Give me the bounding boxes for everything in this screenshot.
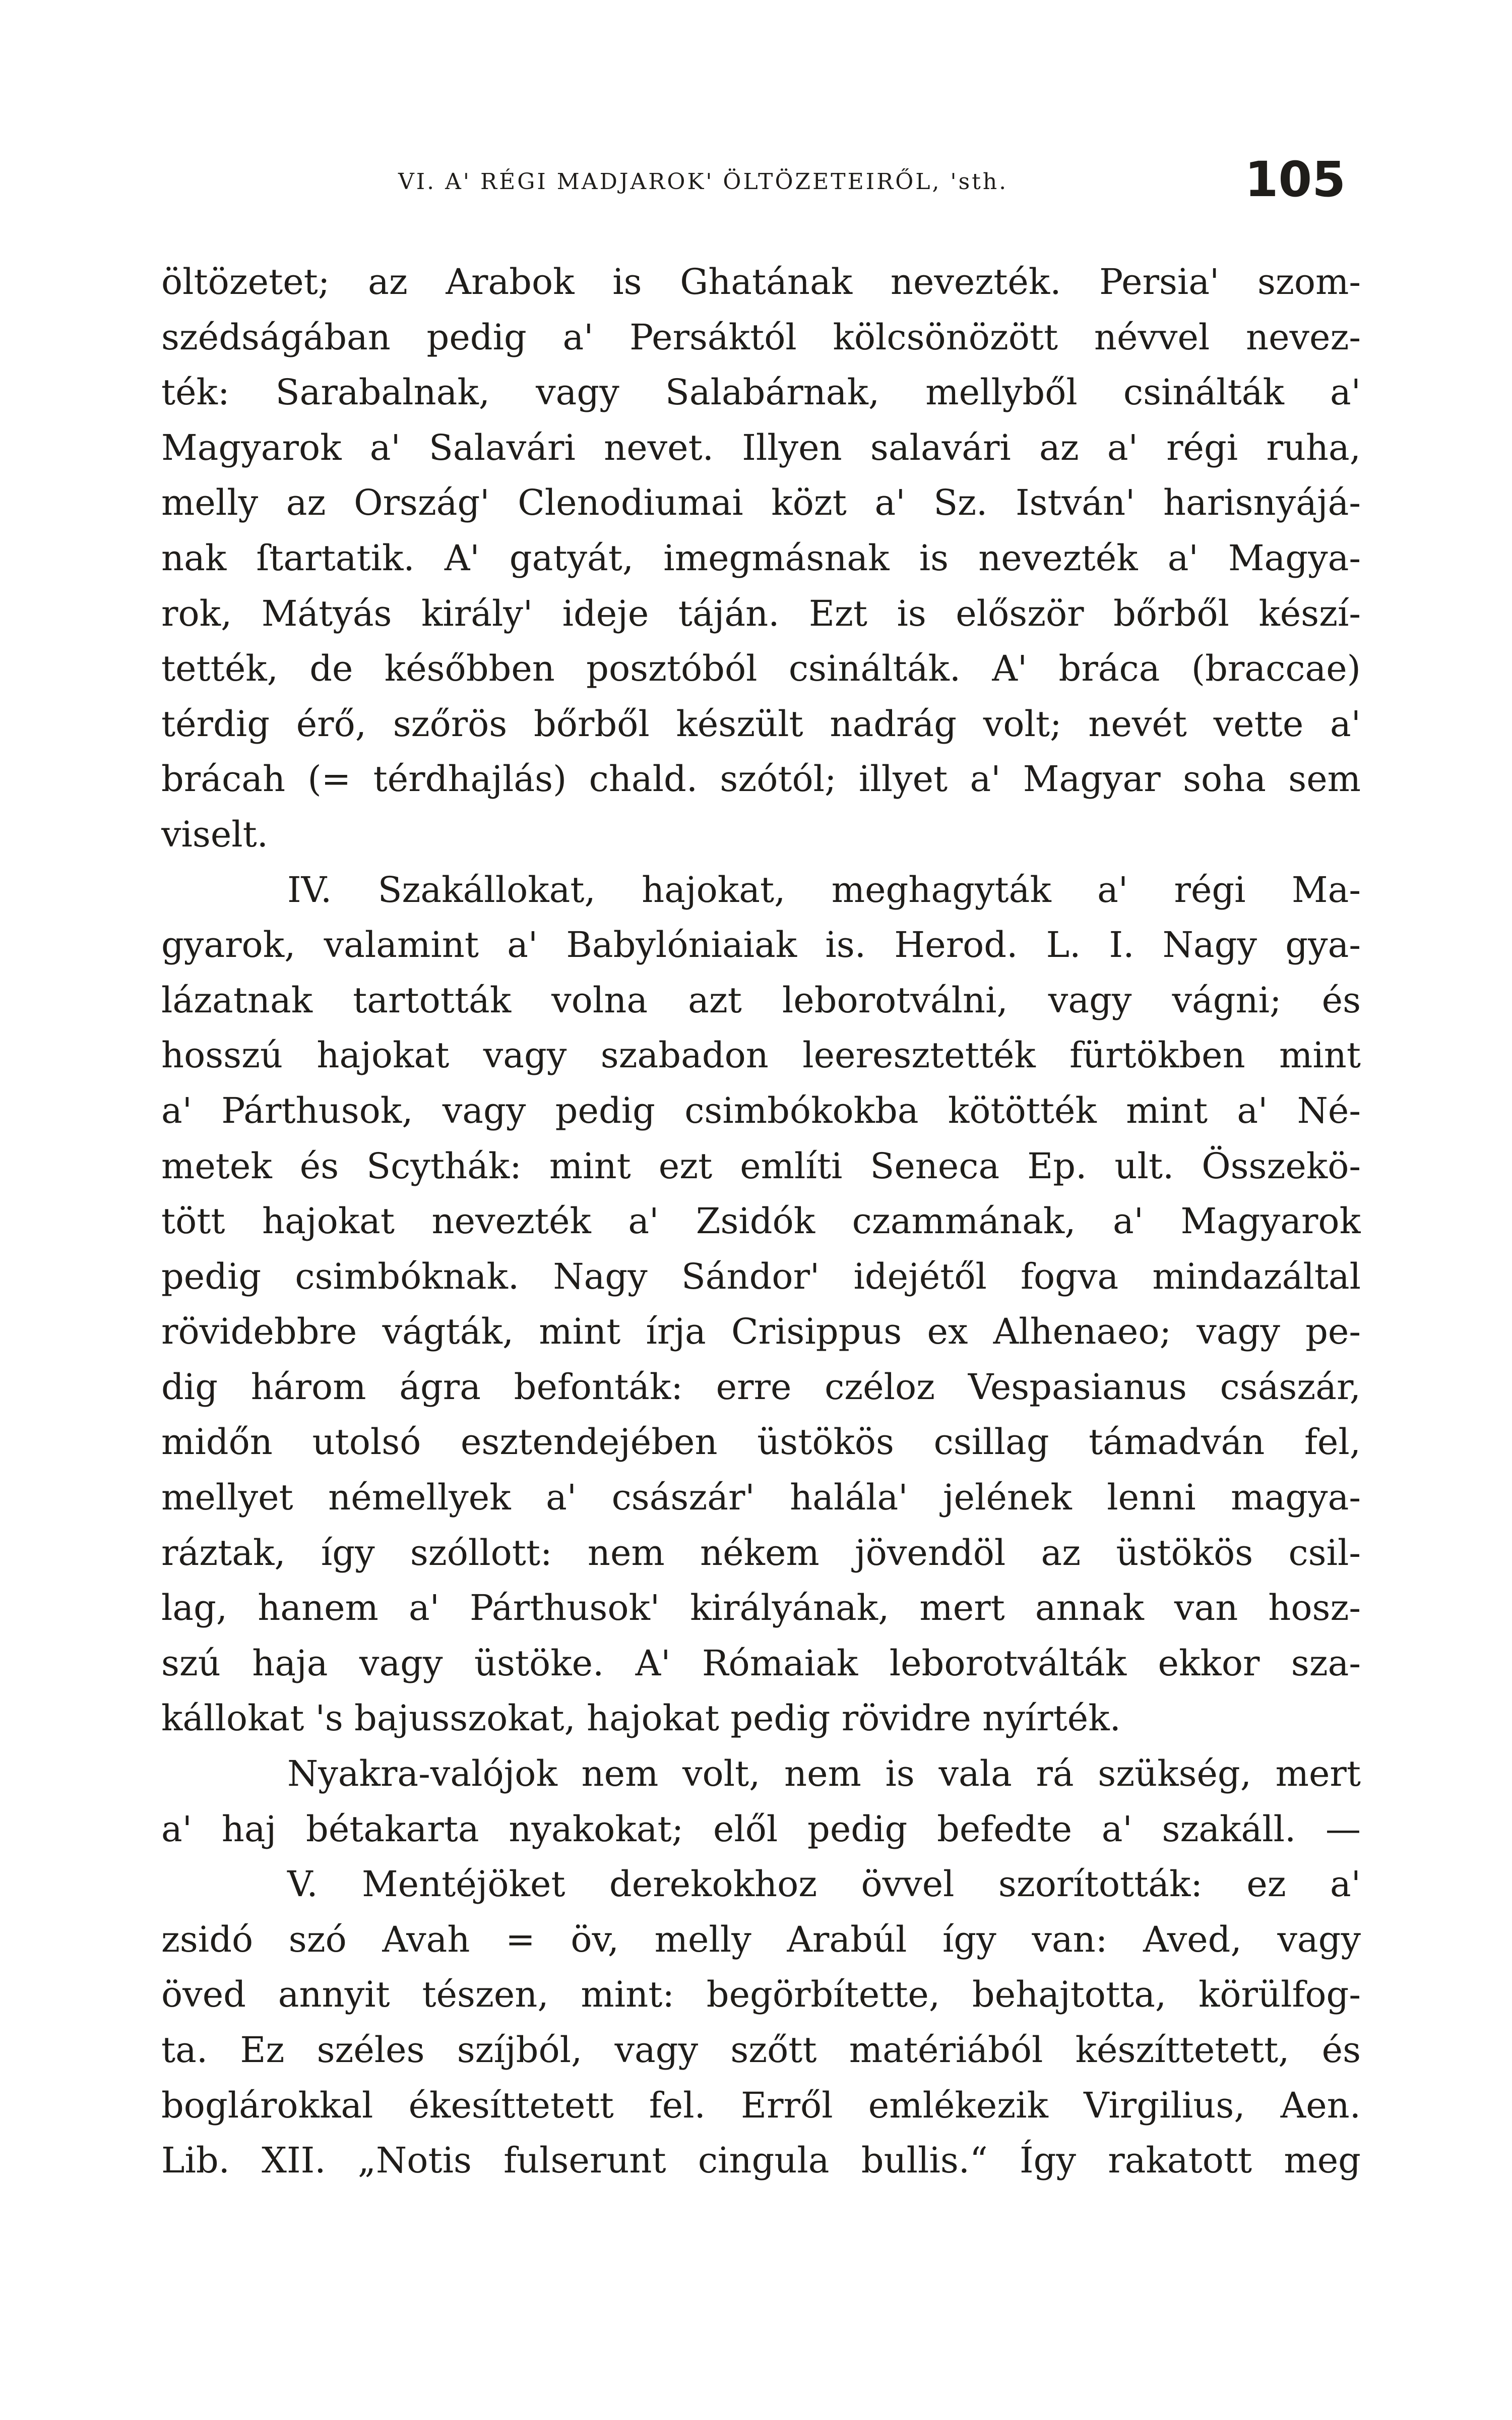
text-line: Lib. XII. „Notis fulserunt cingula bullis.“ Így rakatott meg [161, 2140, 1361, 2182]
text-line: szédságában pedig a' Persáktól kölcsönözött névvel nevez- [161, 316, 1361, 358]
text-line: öltözetet; az Arabok is Ghatának nevezték. Persia' szom- [161, 261, 1361, 302]
text-line: tött hajokat nevezték a' Zsidók czammának, a' Magyarok [161, 1200, 1361, 1242]
text-line: pedig csimbóknak. Nagy Sándor' idejétől fogva mindazáltal [161, 1255, 1361, 1297]
text-line: hosszú hajokat vagy szabadon leeresztették fürtökben mint [161, 1035, 1361, 1076]
text-line: rövidebbre vágták, mint írja Crisippus ex Alhenaeo; vagy pe- [161, 1311, 1361, 1353]
text-line: a' haj bétakarta nyakokat; elől pedig befedte a' szakáll. — [161, 1808, 1361, 1850]
text-line: dig három ágra befonták: erre czéloz Vespasianus császár, [161, 1366, 1361, 1408]
paragraph-heading-iv: IV. Szakállokat, hajokat, meghagyták a' régi Ma- [287, 869, 1361, 911]
text-line: öved annyit tészen, mint: begörbítette, behajtotta, körülfog- [161, 1974, 1361, 2016]
text-line: mellyet némellyek a' császár' halála' jelének lenni magya- [161, 1477, 1361, 1519]
text-line: kállokat 's bajusszokat, hajokat pedig rövidre nyírték. [161, 1698, 1121, 1739]
text-line: midőn utolsó esztendejében üstökös csillag támadván fel, [161, 1421, 1361, 1463]
text-line: melly az Ország' Clenodiumai közt a' Sz. István' harisnyájá- [161, 482, 1361, 524]
text-line: lag, hanem a' Párthusok' királyának, mert annak van hosz- [161, 1587, 1361, 1629]
text-line: zsidó szó Avah = öv, melly Arabúl így van: Aved, vagy [161, 1918, 1361, 1960]
page-number: 105 [1244, 151, 1346, 208]
text-line: a' Párthusok, vagy pedig csimbókokba kötötték mint a' Né- [161, 1090, 1361, 1131]
paragraph-heading-v: V. Mentéjöket derekokhoz övvel szorították: ez a' [287, 1863, 1361, 1905]
text-line: nak ſtartatik. A' gatyát, imegmásnak is nevezték a' Magya- [161, 537, 1361, 579]
text-line: tették, de későbben posztóból csinálták. A' bráca (braccae) [161, 648, 1361, 690]
running-head [171, 151, 1346, 212]
text-line: ta. Ez széles szíjból, vagy szőtt matériából készíttetett, és [161, 2029, 1361, 2071]
text-line: ték: Sarabalnak, vagy Salabárnak, mellyből csinálták a' [161, 372, 1361, 413]
text-line: viselt. [161, 813, 269, 855]
text-line: Magyarok a' Salavári nevet. Illyen salavári az a' régi ruha, [161, 427, 1361, 468]
paragraph-start: Nyakra-valójok nem volt, nem is vala rá szükség, mert [287, 1753, 1361, 1795]
text-line: lázatnak tartották volna azt leborotválni, vagy vágni; és [161, 979, 1361, 1021]
text-line: boglárokkal ékesíttetett fel. Erről emlékezik Virgilius, Aen. [161, 2084, 1361, 2126]
chapter-title: VI. A' RÉGI MADJAROK' ÖLTÖZETEIRŐL, 'sth. [398, 169, 1009, 195]
text-line: gyarok, valamint a' Babylóniaiak is. Herod. L. I. Nagy gya- [161, 924, 1361, 966]
text-line: rok, Mátyás király' ideje táján. Ezt is először bőrből készí- [161, 592, 1361, 634]
body-text [161, 255, 1361, 2189]
text-line: ráztak, így szóllott: nem nékem jövendöl az üstökös csil- [161, 1532, 1361, 1574]
text-line: térdig érő, szőrös bőrből készült nadrág volt; nevét vette a' [161, 703, 1361, 745]
text-line: brácah (= térdhajlás) chald. szótól; illyet a' Magyar soha sem [161, 758, 1361, 800]
text-line: szú haja vagy üstöke. A' Rómaiak leborotválták ekkor sza- [161, 1642, 1361, 1684]
text-line: metek és Scythák: mint ezt említi Seneca Ep. ult. Összekö- [161, 1145, 1361, 1187]
